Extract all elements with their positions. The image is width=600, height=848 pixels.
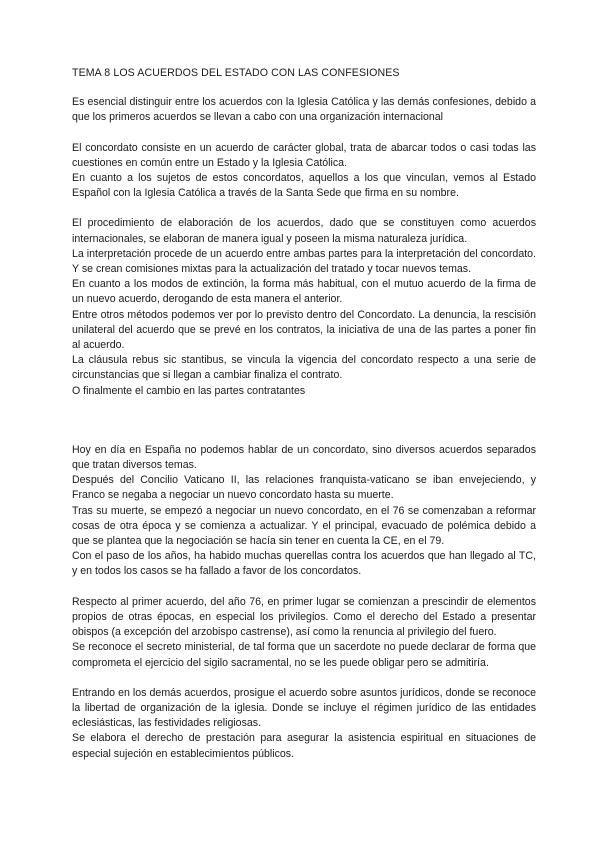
paragraph: En cuanto a los modos de extinción, la forma más habitual, con el mutuo acuerdo de la firma de un nuevo acuerdo, derogando de esta manera el anterior.	[72, 278, 536, 306]
paragraph: Después del Concilio Vaticano II, las relaciones franquista-vaticano se iban envejeciendo, y Franco se negaba a negociar un nuevo concordato hasta su muerte.	[72, 474, 536, 502]
paragraph: Con el paso de los años, ha habido muchas querellas contra los acuerdos que han llegado al TC, y en todos los casos se ha fallado a favor de los concordatos.	[72, 550, 536, 578]
section-procedimiento	[72, 216, 536, 398]
section-demas-acuerdos	[72, 686, 536, 762]
paragraph: Hoy en día en España no podemos hablar de un concordato, sino diversos acuerdos separados que tratan diversos temas.	[72, 443, 536, 472]
paragraph: Se reconoce el secreto ministerial, de tal forma que un sacerdote no puede declarar de forma que comprometa el ejercicio del sigilo sacramental, no se les puede obligar pero se admitiría.	[72, 641, 536, 669]
section-primer-acuerdo	[72, 595, 536, 671]
section-intro	[72, 95, 536, 125]
document-page	[72, 66, 536, 777]
paragraph: La interpretación procede de un acuerdo entre ambas partes para la interpretación del concordato. Y se crean comisiones mixtas para la actualización del tratado y tocar nuevos temas.	[72, 247, 536, 276]
paragraph: Es esencial distinguir entre los acuerdos con la Iglesia Católica y las demás confesiones, debido a que los primeros acuerdos se llevan a cabo con una organización internacional	[72, 96, 536, 124]
paragraph: En cuanto a los sujetos de estos concordatos, aquellos a los que vinculan, vemos al Estado Español con la Iglesia Católica a través de la Santa Sede que firma en su nombre.	[72, 172, 536, 200]
section-espana-hoy	[72, 443, 536, 580]
paragraph: Respecto al primer acuerdo, del año 76, en primer lugar se comienzan a prescindir de elementos propios de otras épocas, en especial los privilegios. Como el derecho del Estado a presentar obispos (a excepción del arzobispo castrense), así como la renuncia al privilegio del fuero.	[72, 595, 536, 639]
paragraph: O finalmente el cambio en las partes contratantes	[72, 384, 306, 397]
paragraph: Tras su muerte, se empezó a negociar un nuevo concordato, en el 76 se comenzaban a reformar cosas de otra época y se comienza a actualizar. Y el principal, evacuado de polémica debido a que se plantea que la negociación se hacía sin tener en cuenta la CE, en el 79.	[72, 504, 536, 548]
paragraph: El procedimiento de elaboración de los acuerdos, dado que se constituyen como acuerdos internacionales, se elaboran de manera igual y poseen la misma naturaleza jurídica.	[72, 217, 536, 245]
document-title: TEMA 8 LOS ACUERDOS DEL ESTADO CON LAS CONFESIONES	[72, 67, 400, 79]
paragraph: Entrando en los demás acuerdos, prosigue el acuerdo sobre asuntos jurídicos, donde se reconoce la libertad de organización de la iglesia. Donde se incluye el régimen jurídico de las entidades eclesiásticas, las festividades religiosas.	[72, 686, 536, 730]
paragraph: La cláusula rebus sic stantibus, se vincula la vigencia del concordato respecto a una serie de circunstancias que si llegan a cambiar finaliza el contrato.	[72, 354, 536, 382]
paragraph: Se elabora el derecho de prestación para asegurar la asistencia espiritual en situaciones de especial sujeción en establecimientos públicos.	[72, 732, 536, 760]
paragraph: Entre otros métodos podemos ver por lo previsto dentro del Concordato. La denuncia, la rescisión unilateral del acuerdo que se prevé en los contratos, la iniciativa de una de las partes a poner fin al acuerdo.	[72, 308, 536, 352]
paragraph: El concordato consiste en un acuerdo de carácter global, trata de abarcar todos o casi todas las cuestiones en común entre un Estado y la Iglesia Católica.	[72, 141, 536, 169]
section-concordato	[72, 141, 536, 202]
